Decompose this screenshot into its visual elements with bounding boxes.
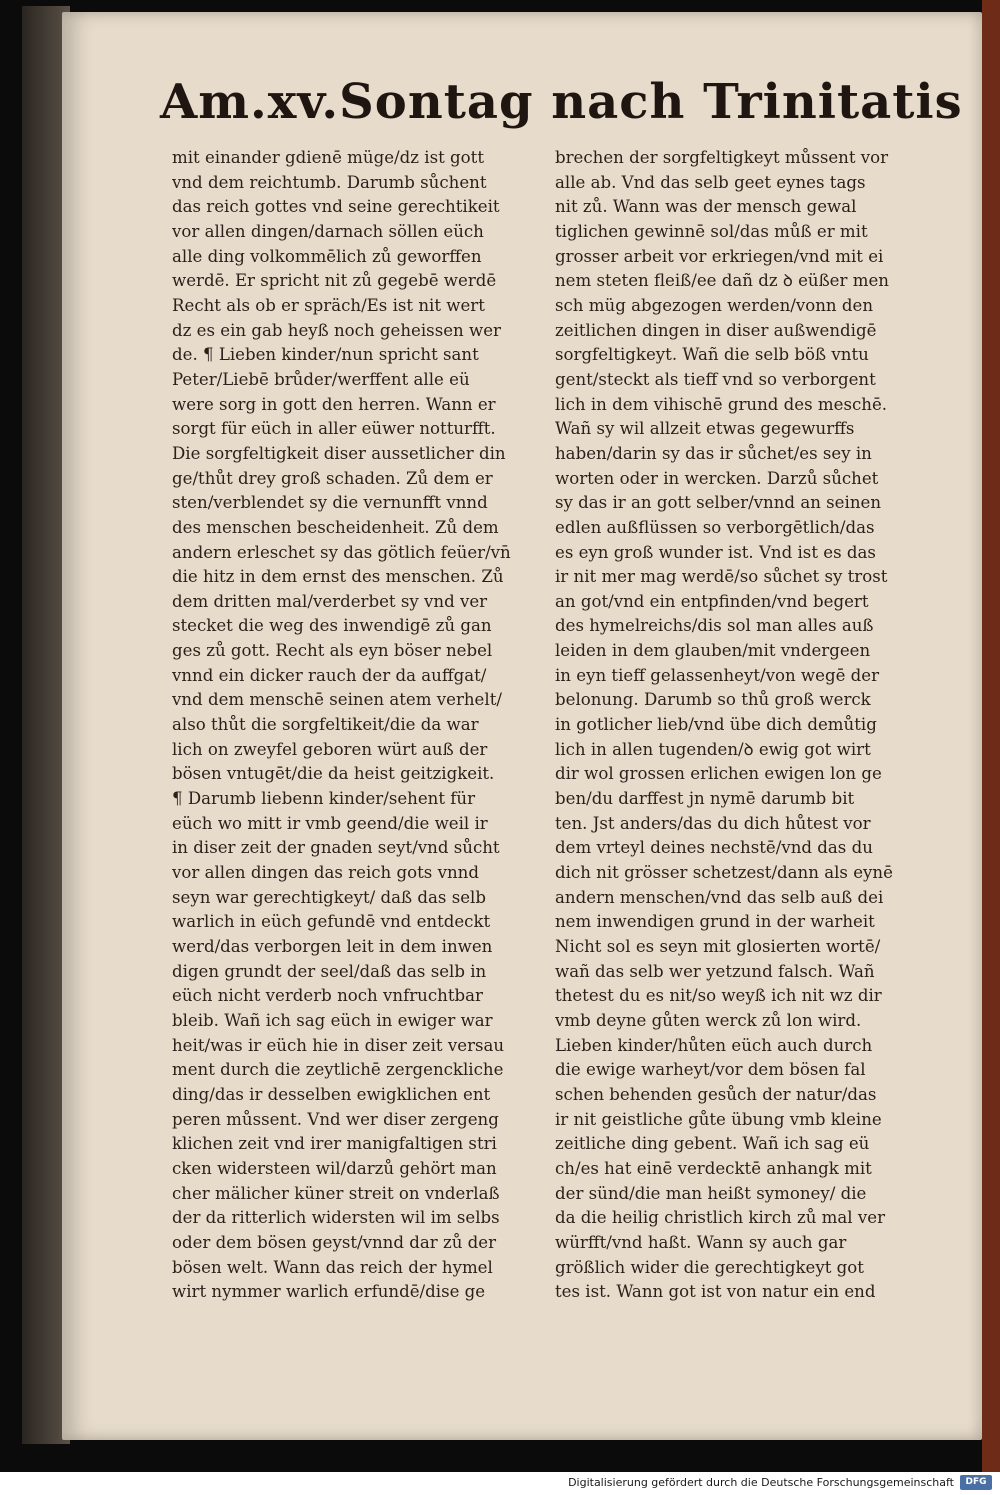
right-column-line: thetest du es nit/so weyß ich nit wz dir	[555, 986, 882, 1006]
right-column-line: zeitliche ding gebent. Wañ ich sag eü	[555, 1134, 870, 1154]
dfg-logo: DFG	[960, 1475, 992, 1490]
right-column-line: der sünd/die man heißt symoney/ die	[555, 1183, 867, 1203]
right-column-line: da die heilig christlich kirch zů mal ver	[555, 1208, 886, 1228]
left-column-line: andern erleschet sy das götlich feüer/vn̄	[172, 542, 511, 562]
left-column-line: bösen vntugēt/die da heist geitzigkeit.	[172, 764, 495, 784]
right-column-line: leiden in dem glauben/mit vndergeen	[555, 641, 871, 661]
left-column-line: klichen zeit vnd irer manigfaltigen stri	[172, 1134, 497, 1154]
left-column-line: werd/das verborgen leit in dem inwen	[172, 937, 493, 956]
right-column-line: würfft/vnd haßt. Wann sy auch gar	[555, 1232, 847, 1252]
left-column-line: peren můssent. Vnd wer diser zergeng	[172, 1109, 499, 1129]
left-column-line: bösen welt. Wann das reich der hymel	[172, 1257, 493, 1277]
right-column-line: nit zů. Wann was der mensch gewal	[555, 197, 857, 217]
right-column-line: in gotlicher lieb/vnd übe dich demůtig	[555, 715, 877, 735]
right-column-line: grosser arbeit vor erkriegen/vnd mit ei	[555, 246, 884, 266]
right-column-line: es eyn groß wunder ist. Vnd ist es das	[555, 542, 876, 562]
left-column-line: wirt nymmer warlich erfundē/dise ge	[172, 1282, 486, 1302]
left-column-line: Peter/Liebē brůder/werffent alle eü	[172, 369, 470, 389]
right-column-line: an got/vnd ein entpfinden/vnd begert	[555, 591, 869, 611]
right-column-line: sorgfeltigkeyt. Wañ die selb böß vntu	[555, 345, 869, 365]
left-column-line: ¶ Darumb liebenn kinder/sehent für	[172, 789, 476, 809]
right-column-line: Wañ sy wil allzeit etwas gegewurffs	[555, 419, 855, 439]
left-column-line: ges zů gott. Recht als eyn böser nebel	[172, 641, 493, 661]
right-column-line: dich nit grösser schetzest/dann als eynē	[555, 863, 893, 883]
left-column-line: vnd dem reichtumb. Darumb sůchent	[172, 172, 487, 192]
left-column-line: des menschen bescheidenheit. Zů dem	[172, 517, 499, 537]
running-head: Am.xv.Sontag nach Trinitatis	[160, 74, 963, 130]
right-column-line: wañ das selb wer yetzund falsch. Wañ	[555, 961, 875, 981]
right-column-line: gent/steckt als tieff vnd so verborgent	[555, 369, 876, 389]
right-column-line: tes ist. Wann got ist von natur ein end	[555, 1282, 876, 1302]
left-column-line: ding/das ir desselben ewigklichen ent	[172, 1084, 491, 1104]
left-column-line: werdē. Er spricht nit zů gegebē werdē	[172, 271, 497, 291]
left-text-column	[172, 146, 537, 1305]
right-column-line: zeitlichen dingen in diser außwendigē	[555, 320, 877, 340]
right-column-line: in eyn tieff gelassenheyt/von wegē der	[555, 665, 880, 685]
left-column-line: heit/was ir eüch hie in diser zeit versau	[172, 1035, 505, 1055]
left-column-line: stecket die weg des inwendigē zů gan	[172, 616, 492, 636]
left-column-line: bleib. Wañ ich sag eüch in ewiger war	[172, 1010, 493, 1030]
left-column-line: sorgt für eüch in aller eüwer notturfft.	[172, 419, 496, 439]
left-column-line: also thůt die sorgfeltikeit/die da war	[172, 715, 479, 735]
left-column-line: seyn war gerechtigkeyt/ daß das selb	[172, 887, 486, 907]
right-column-line: haben/darin sy das ir sůchet/es sey in	[555, 443, 872, 463]
right-column-line: dir wol grossen erlichen ewigen lon ge	[555, 764, 882, 784]
left-column-line: cher mälicher küner streit on vnderlaß	[172, 1183, 500, 1203]
right-column-line: nem inwendigen grund in der warheit	[555, 912, 875, 932]
left-column-line: der da ritterlich widersten wil im selbs	[172, 1208, 500, 1228]
right-column-line: ir nit geistliche gůte übung vmb kleine	[555, 1109, 882, 1129]
left-column-line: dem dritten mal/verderbet sy vnd ver	[172, 591, 488, 611]
right-column-line: sy das ir an gott selber/vnnd an seinen	[555, 493, 882, 513]
right-column-line: sch müg abgezogen werden/vonn den	[555, 295, 874, 315]
left-column-line: vnnd ein dicker rauch der da auffgat/	[172, 665, 487, 685]
right-column-line: andern menschen/vnd das selb auß dei	[555, 887, 884, 907]
right-column-line: ten. Jst anders/das du dich hůtest vor	[555, 813, 871, 833]
right-column-line: größlich wider die gerechtigkeyt got	[555, 1257, 864, 1277]
right-column-line: edlen außflüssen so verborgētlich/das	[555, 517, 875, 537]
left-column-line: lich on zweyfel geboren würt auß der	[172, 739, 488, 759]
right-column-line: schen behenden gesůch der natur/das	[555, 1084, 877, 1104]
left-column-line: in diser zeit der gnaden seyt/vnd sůcht	[172, 838, 500, 858]
left-column-line: eüch nicht verderb noch vnfruchtbar	[172, 986, 483, 1006]
left-column-line: ge/thůt drey groß schaden. Zů dem er	[172, 468, 493, 488]
right-column-line: Lieben kinder/hůten eüch auch durch	[555, 1035, 873, 1055]
right-column-line: des hymelreichs/dis sol man alles auß	[555, 616, 874, 636]
left-column-line: die hitz in dem ernst des menschen. Zů	[172, 567, 504, 587]
left-column-line: oder dem bösen geyst/vnnd dar zů der	[172, 1232, 497, 1252]
left-column-line: digen grundt der seel/daß das selb in	[172, 961, 487, 981]
right-column-line: alle ab. Vnd das selb geet eynes tags	[555, 172, 866, 192]
right-column-line: worten oder in wercken. Darzů sůchet	[555, 468, 879, 488]
left-column-line: vor allen dingen das reich gots vnnd	[172, 863, 479, 883]
right-text-column	[555, 146, 925, 1305]
right-column-line: dem vrteyl deines nechstē/vnd das du	[555, 838, 873, 858]
right-column-line: ir nit mer mag werdē/so sůchet sy trost	[555, 567, 888, 587]
right-column-line: lich in allen tugenden/ꝺ ewig got wirt	[555, 739, 871, 759]
left-column-line: vnd dem menschē seinen atem verhelt/	[172, 690, 502, 710]
left-column-line: Recht als ob er spräch/Es ist nit wert	[172, 295, 485, 315]
left-column-line: were sorg in gott den herren. Wann er	[172, 394, 496, 414]
right-column-line: vmb deyne gůten werck zů lon wird.	[555, 1010, 862, 1030]
right-column-line: Nicht sol es seyn mit glosierten wortē/	[555, 937, 881, 956]
left-column-line: dz es ein gab heyß noch geheissen wer	[172, 320, 501, 340]
left-column-line: eüch wo mitt ir vmb geend/die weil ir	[172, 813, 488, 833]
footer-bar	[0, 1472, 1000, 1495]
funding-credit: Digitalisierung gefördert durch die Deutsche Forschungsgemeinschaft	[568, 1476, 954, 1489]
right-column-line: die ewige warheyt/vor dem bösen fal	[555, 1060, 866, 1080]
left-column-line: alle ding volkommēlich zů geworffen	[172, 246, 482, 266]
left-column-line: das reich gottes vnd seine gerechtikeit	[172, 197, 500, 217]
right-column-line: belonung. Darumb so thů groß werck	[555, 690, 871, 710]
left-column-line: mit einander gdienē müge/dz ist gott	[172, 148, 484, 167]
left-column-line: de. ¶ Lieben kinder/nun spricht sant	[172, 345, 479, 365]
right-column-line: ben/du darffest jn nymē darumb bit	[555, 789, 855, 809]
left-column-line: vor allen dingen/darnach söllen eüch	[172, 221, 484, 241]
right-column-line: lich in dem vihischē grund des meschē.	[555, 394, 888, 414]
left-column-line: cken widersteen wil/darzů gehört man	[172, 1158, 497, 1178]
left-column-line: sten/verblendet sy die vernunfft vnnd	[172, 493, 488, 513]
right-column-line: ch/es hat einē verdecktē anhangk mit	[555, 1158, 872, 1178]
right-column-line: tiglichen gewinnē sol/das můß er mit	[555, 221, 868, 241]
left-column-line: ment durch die zeytlichē zergenckliche	[172, 1060, 504, 1080]
right-column-line: brechen der sorgfeltigkeyt můssent vor	[555, 148, 889, 167]
right-column-line: nem steten fleiß/ee dañ dz ꝺ eüßer men	[555, 271, 889, 291]
scan-right-border	[982, 0, 1000, 1472]
left-column-line: warlich in eüch gefundē vnd entdeckt	[172, 912, 491, 932]
left-column-line: Die sorgfeltigkeit diser aussetlicher din	[172, 443, 506, 463]
